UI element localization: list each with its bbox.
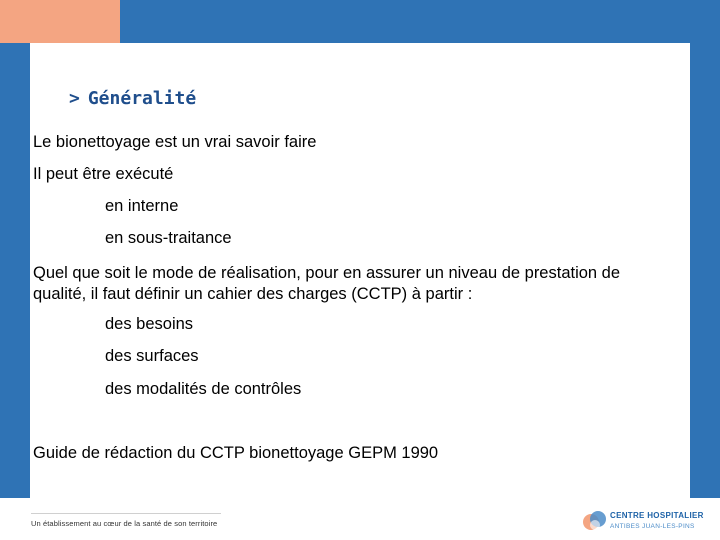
- text-line-surfaces: des surfaces: [105, 347, 199, 365]
- title-marker: >: [69, 88, 80, 109]
- text-line-modalites-controles: des modalités de contrôles: [105, 380, 302, 398]
- text-line-sous-traitance: en sous-traitance: [105, 229, 232, 247]
- text-line-peut-etre-execute: Il peut être exécuté: [33, 165, 174, 183]
- text-line-besoins: des besoins: [105, 315, 194, 333]
- text-line-guide-redaction: Guide de rédaction du CCTP bionettoyage GEPM 1990: [33, 444, 439, 462]
- text-line-cahier-des-charges: qualité, il faut définir un cahier des charges (CCTP) à partir :: [33, 285, 473, 303]
- logo-name-line2: ANTIBES JUAN-LES-PINS: [610, 523, 695, 530]
- logo-name-line1: CENTRE HOSPITALIER: [610, 511, 704, 520]
- text-line-savoir-faire: Le bionettoyage est un vrai savoir faire: [33, 133, 317, 151]
- text-line-en-interne: en interne: [105, 197, 179, 215]
- hospital-logo: [582, 508, 714, 536]
- text-line-mode-realisation: Quel que soit le mode de réalisation, pour en assurer un niveau de prestation de: [33, 264, 621, 282]
- footer-tagline: [31, 519, 217, 528]
- slide-title: [69, 88, 196, 109]
- slide-title-text: Généralité: [87, 88, 197, 109]
- footer-divider: [31, 513, 221, 514]
- hospital-logo-icon: [582, 508, 608, 534]
- footer-tagline-text: Un établissement au cœur de la santé de son territoire: [31, 519, 218, 528]
- corner-accent: [0, 0, 120, 43]
